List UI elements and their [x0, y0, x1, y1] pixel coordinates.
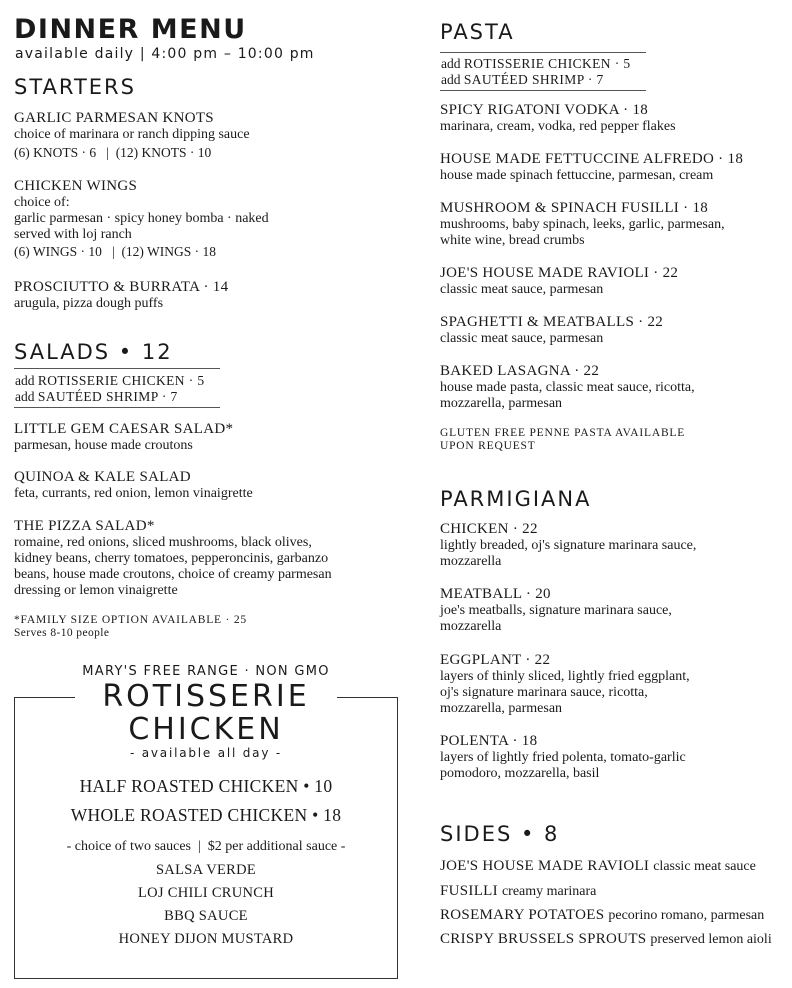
salads-addon-chicken: add ROTISSERIE CHICKEN · 5: [15, 373, 205, 388]
side-item-rosemary-potatoes: ROSEMARY POTATOES pecorino romano, parmesan: [440, 907, 765, 923]
item-desc: beans, house made croutons, choice of creamy parmesan: [14, 567, 332, 582]
item-desc: oj's signature marinara sauce, ricotta,: [440, 685, 648, 700]
chicken-kicker: MARY'S FREE RANGE · NON GMO: [82, 664, 330, 679]
menu-item-prosciutto-burrata: [14, 279, 228, 312]
menu-item-fettuccine-alfredo: [440, 151, 743, 184]
item-name: POLENTA · 18: [440, 733, 538, 749]
item-desc: classic meat sauce, parmesan: [440, 331, 604, 346]
half-chicken-price: HALF ROASTED CHICKEN • 10: [79, 776, 333, 796]
divider: [14, 407, 220, 408]
item-desc: mozzarella, parmesan: [440, 396, 563, 411]
chicken-title-line1: ROTISSERIE: [102, 679, 310, 714]
item-desc: mozzarella: [440, 554, 502, 569]
item-desc: feta, currants, red onion, lemon vinaigrette: [14, 486, 253, 501]
menu-item-chicken-parmigiana: [440, 521, 696, 570]
menu-item-quinoa-kale: [14, 469, 253, 502]
item-desc: marinara, cream, vodka, red pepper flakes: [440, 119, 676, 134]
item-desc: pomodoro, mozzarella, basil: [440, 766, 600, 781]
family-size-serves: Serves 8-10 people: [14, 627, 110, 639]
pasta-addon-shrimp: add SAUTÉED SHRIMP · 7: [441, 72, 604, 87]
divider: [440, 90, 646, 91]
item-name: JOE'S HOUSE MADE RAVIOLI · 22: [440, 265, 679, 281]
item-name: EGGPLANT · 22: [440, 652, 551, 668]
item-desc: served with loj ranch: [14, 227, 132, 242]
item-desc: mushrooms, baby spinach, leeks, garlic, parmesan,: [440, 217, 725, 232]
chicken-title-line2: CHICKEN: [128, 712, 284, 747]
side-item-brussels-sprouts: CRISPY BRUSSELS SPROUTS preserved lemon aioli: [440, 931, 772, 947]
item-desc: classic meat sauce, parmesan: [440, 282, 604, 297]
item-desc: layers of thinly sliced, lightly fried eggplant,: [440, 669, 690, 684]
starters-heading: STARTERS: [14, 75, 136, 99]
menu-item-pizza-salad: [14, 518, 332, 599]
menu-item-mushroom-spinach-fusilli: [440, 200, 725, 249]
salads-addon-shrimp: add SAUTÉED SHRIMP · 7: [15, 389, 178, 404]
item-name: BAKED LASAGNA · 22: [440, 363, 600, 379]
sauces-note: - choice of two sauces | $2 per additional sauce -: [66, 839, 346, 854]
family-size-note: *FAMILY SIZE OPTION AVAILABLE · 25: [14, 614, 247, 626]
menu-item-garlic-parmesan-knots: [14, 110, 250, 161]
item-desc: garlic parmesan · spicy honey bomba · naked: [14, 211, 269, 226]
menu-item-eggplant-parmigiana: [440, 652, 690, 717]
item-desc: parmesan, house made croutons: [14, 438, 193, 453]
item-desc: choice of:: [14, 195, 70, 210]
sauce-loj-chili-crunch: LOJ CHILI CRUNCH: [137, 885, 275, 901]
item-name: CHICKEN WINGS: [14, 178, 138, 194]
item-name: SPICY RIGATONI VODKA · 18: [440, 102, 649, 118]
salads-heading: SALADS • 12: [14, 340, 173, 364]
sauce-salsa-verde: SALSA VERDE: [155, 862, 257, 878]
menu-item-little-gem-caesar: [14, 421, 233, 454]
item-desc: choice of marinara or ranch dipping sauce: [14, 127, 250, 142]
menu-hours: available daily | 4:00 pm – 10:00 pm: [15, 46, 315, 62]
item-desc: kidney beans, cherry tomatoes, pepperoncinis, garbanzo: [14, 551, 329, 566]
item-name: LITTLE GEM CAESAR SALAD*: [14, 421, 234, 437]
item-desc: layers of lightly fried polenta, tomato-garlic: [440, 750, 686, 765]
pasta-heading: PASTA: [440, 20, 515, 44]
item-name: CHICKEN · 22: [440, 521, 538, 537]
item-desc: mozzarella, parmesan: [440, 701, 563, 716]
item-price-options: (6) WINGS · 10 | (12) WINGS · 18: [14, 244, 217, 259]
item-name: PROSCIUTTO & BURRATA · 14: [14, 279, 229, 295]
item-name: HOUSE MADE FETTUCCINE ALFREDO · 18: [440, 151, 744, 167]
parmigiana-heading: PARMIGIANA: [440, 487, 592, 511]
menu-item-spicy-rigatoni: [440, 102, 676, 135]
chicken-availability: - available all day -: [130, 746, 282, 760]
item-desc: joe's meatballs, signature marinara sauce,: [440, 603, 672, 618]
item-desc: house made spinach fettuccine, parmesan, cream: [440, 168, 714, 183]
item-desc: mozzarella: [440, 619, 502, 634]
divider: [440, 52, 646, 53]
sauce-honey-dijon: HONEY DIJON MUSTARD: [118, 931, 294, 947]
menu-item-joes-ravioli: [440, 265, 678, 298]
item-desc: lightly breaded, oj's signature marinara sauce,: [440, 538, 697, 553]
item-name: QUINOA & KALE SALAD: [14, 469, 191, 485]
whole-chicken-price: WHOLE ROASTED CHICKEN • 18: [70, 805, 342, 825]
menu-title: DINNER MENU: [14, 14, 247, 45]
item-desc: white wine, bread crumbs: [440, 233, 585, 248]
pasta-addon-chicken: add ROTISSERIE CHICKEN · 5: [441, 56, 631, 71]
item-desc: house made pasta, classic meat sauce, ricotta,: [440, 380, 695, 395]
sides-heading: SIDES • 8: [440, 822, 560, 846]
item-name: SPAGHETTI & MEATBALLS · 22: [440, 314, 664, 330]
menu-item-chicken-wings: [14, 178, 269, 260]
item-name: MEATBALL · 20: [440, 586, 551, 602]
item-desc: romaine, red onions, sliced mushrooms, black olives,: [14, 535, 312, 550]
menu-item-meatball-parmigiana: [440, 586, 672, 635]
menu-item-baked-lasagna: [440, 363, 695, 412]
sauce-bbq: BBQ SAUCE: [164, 908, 248, 924]
menu-item-spaghetti-meatballs: [440, 314, 663, 347]
item-name: THE PIZZA SALAD*: [14, 518, 155, 534]
divider: [14, 368, 220, 369]
menu-item-polenta-parmigiana: [440, 733, 686, 782]
item-desc: dressing or lemon vinaigrette: [14, 583, 178, 598]
item-desc: arugula, pizza dough puffs: [14, 296, 164, 311]
gluten-free-note-2: UPON REQUEST: [440, 440, 536, 452]
item-name: MUSHROOM & SPINACH FUSILLI · 18: [440, 200, 709, 216]
gluten-free-note: GLUTEN FREE PENNE PASTA AVAILABLE: [440, 427, 686, 439]
side-item-fusilli: FUSILLI creamy marinara: [440, 883, 597, 899]
item-name: GARLIC PARMESAN KNOTS: [14, 110, 214, 126]
item-price-options: (6) KNOTS · 6 | (12) KNOTS · 10: [14, 145, 212, 160]
side-item-ravioli: JOE'S HOUSE MADE RAVIOLI classic meat sauce: [440, 858, 756, 874]
